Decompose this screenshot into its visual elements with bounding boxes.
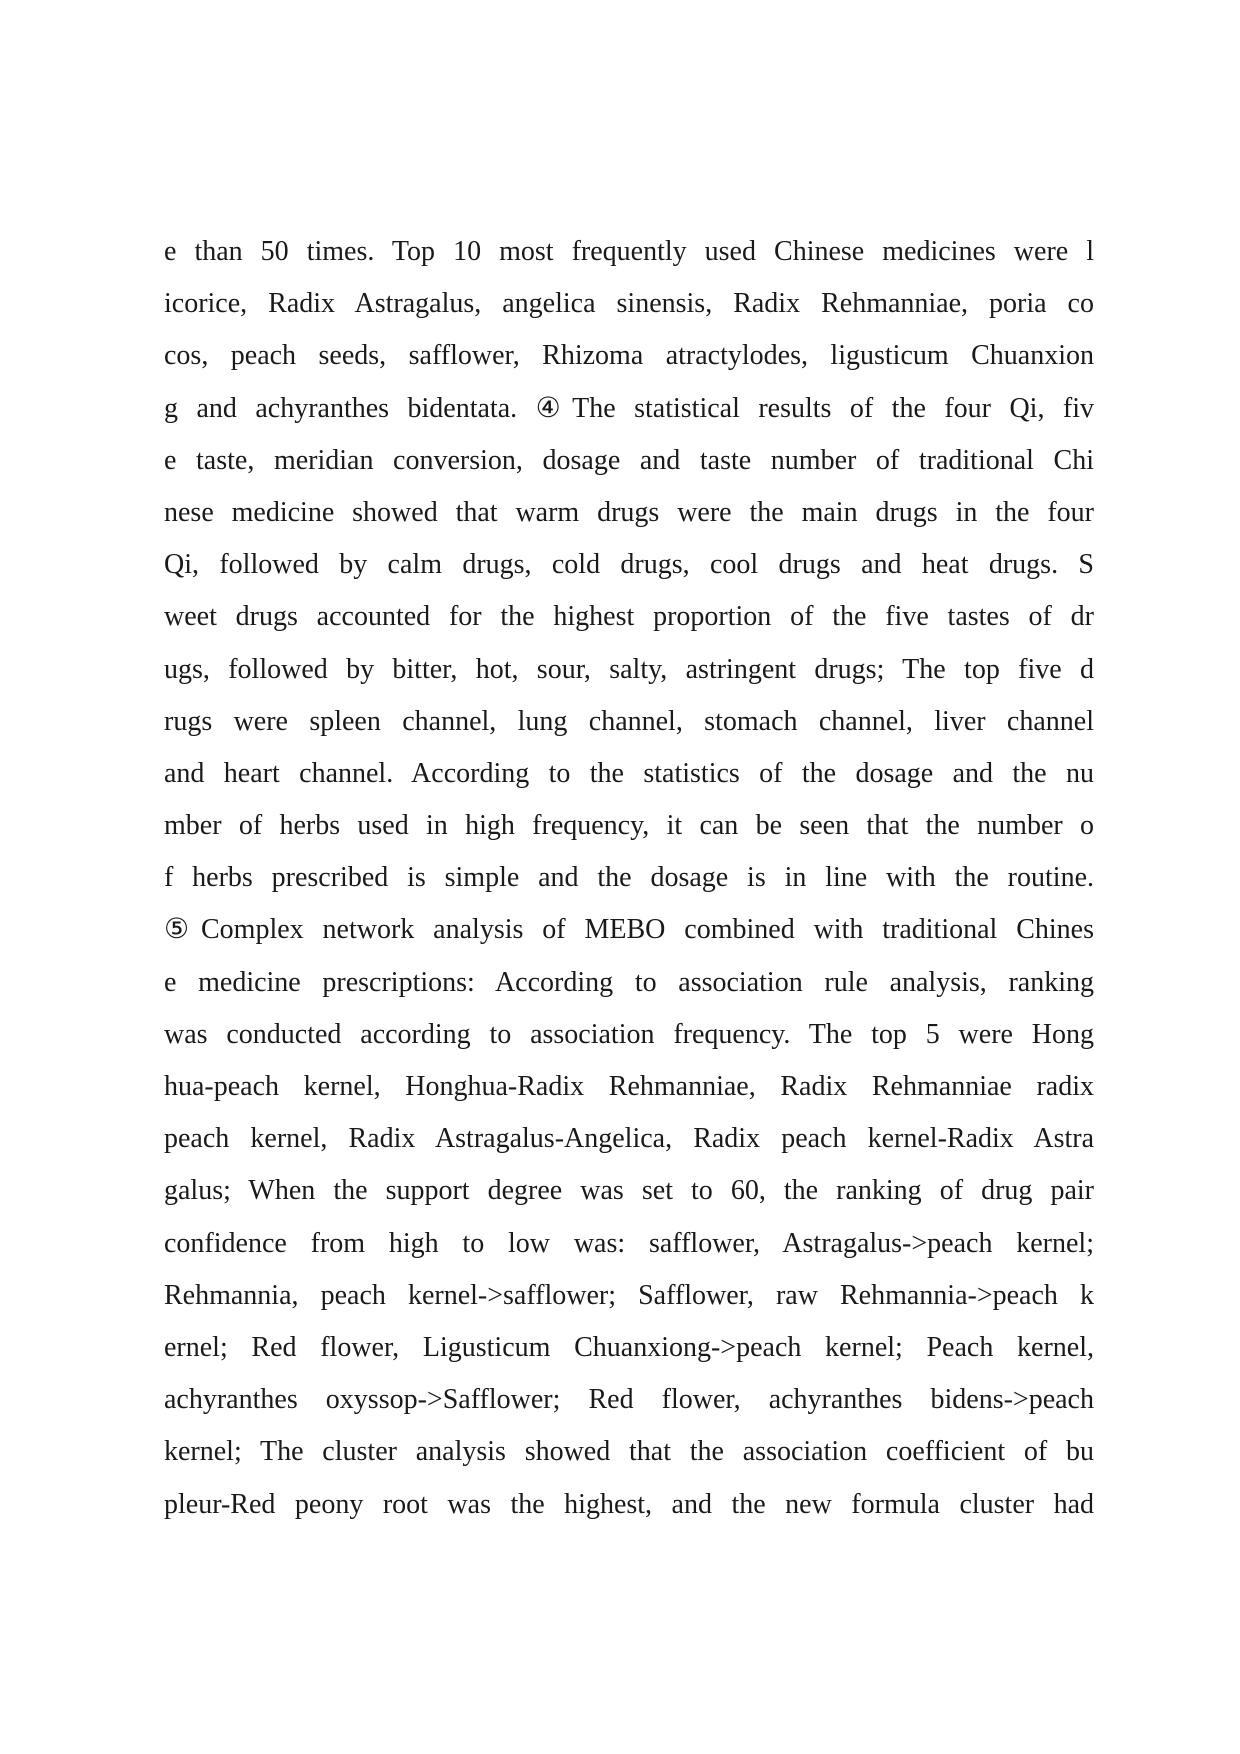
- text-line: cos, peach seeds, safflower, Rhizoma atractylodes, ligusticum Chuanxion: [164, 340, 1094, 372]
- body-paragraph: [164, 226, 1094, 1531]
- text-line: kernel; The cluster analysis showed that the association coefficient of bu: [164, 1436, 1094, 1468]
- text-line: and heart channel. According to the statistics of the dosage and the nu: [164, 757, 1094, 789]
- text-line: pleur-Red peony root was the highest, and the new formula cluster had: [164, 1488, 1094, 1520]
- text-line: was conducted according to association frequency. The top 5 were Hong: [164, 1018, 1094, 1050]
- text-line: weet drugs accounted for the highest proportion of the five tastes of dr: [164, 601, 1094, 633]
- text-line: ugs, followed by bitter, hot, sour, salty, astringent drugs; The top five d: [164, 653, 1094, 685]
- text-line: mber of herbs used in high frequency, it can be seen that the number o: [164, 810, 1094, 842]
- text-line: f herbs prescribed is simple and the dosage is in line with the routine.: [164, 862, 1094, 894]
- text-line: galus; When the support degree was set to 60, the ranking of drug pair: [164, 1175, 1094, 1207]
- text-line: achyranthes oxyssop->Safflower; Red flower, achyranthes bidens->peach: [164, 1384, 1094, 1416]
- text-line: Qi, followed by calm drugs, cold drugs, cool drugs and heat drugs. S: [164, 549, 1094, 581]
- text-line: hua-peach kernel, Honghua-Radix Rehmanniae, Radix Rehmanniae radix: [164, 1071, 1094, 1102]
- text-line: e medicine prescriptions: According to association rule analysis, ranking: [164, 966, 1094, 998]
- text-line: ernel; Red flower, Ligusticum Chuanxiong->peach kernel; Peach kernel,: [164, 1331, 1094, 1363]
- text-line: Rehmannia, peach kernel->safflower; Safflower, raw Rehmannia->peach k: [164, 1279, 1094, 1311]
- text-line: peach kernel, Radix Astragalus-Angelica, Radix peach kernel-Radix Astra: [164, 1123, 1094, 1155]
- text-line: icorice, Radix Astragalus, angelica sinensis, Radix Rehmanniae, poria co: [164, 288, 1094, 320]
- text-line: confidence from high to low was: safflower, Astragalus->peach kernel;: [164, 1227, 1094, 1259]
- text-line: ⑤Complex network analysis of MEBO combined with traditional Chines: [164, 914, 1094, 946]
- text-line: g and achyranthes bidentata. ④The statistical results of the four Qi, fiv: [164, 392, 1094, 424]
- text-line: nese medicine showed that warm drugs were the main drugs in the four: [164, 496, 1094, 528]
- text-line: e taste, meridian conversion, dosage and taste number of traditional Chi: [164, 444, 1094, 476]
- text-line: rugs were spleen channel, lung channel, stomach channel, liver channel: [164, 705, 1094, 737]
- text-line: e than 50 times. Top 10 most frequently used Chinese medicines were l: [164, 236, 1094, 267]
